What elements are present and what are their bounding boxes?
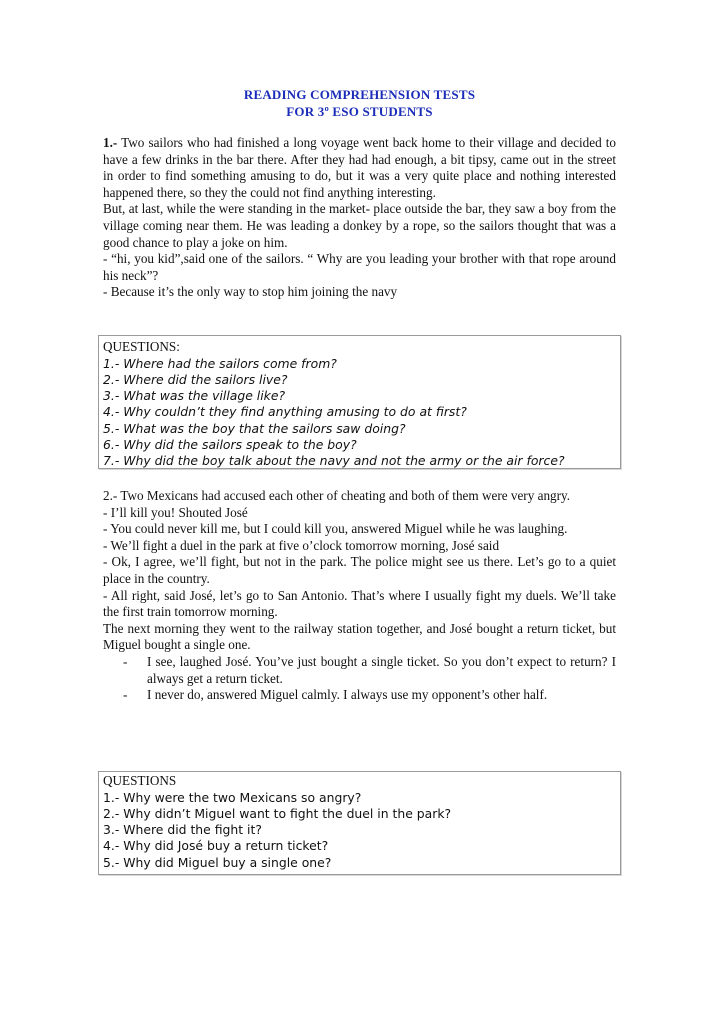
question-item: 3.- What was the village like?	[103, 388, 286, 404]
question-item: 4.- Why couldn’t they find anything amusing to do at first?	[103, 404, 467, 420]
passage-paragraph: 2.- Two Mexicans had accused each other of cheating and both of them were very angry.	[103, 488, 571, 503]
passage-paragraph: But, at last, while the were standing in the market- place outside the bar, they saw a boy from the village coming near them. He was leading a donkey by a rope, so the sailors thought that was a good chance to play a joke on him.	[103, 201, 616, 250]
passage-paragraph: - We’ll fight a duel in the park at five o’clock tomorrow morning, José said	[103, 537, 500, 553]
reading-passage-2	[103, 488, 616, 704]
passage-paragraph: - Ok, I agree, we’ll fight, but not in the park. The police might see us there. Let’s go to a quiet place in the country.	[103, 554, 616, 586]
page-subtitle: FOR 3º ESO STUDENTS	[286, 104, 433, 119]
passage-paragraph: - Because it’s the only way to stop him joining the navy	[103, 284, 398, 300]
page-title: READING COMPREHENSION TESTS	[243, 87, 476, 102]
questions-heading: QUESTIONS	[103, 773, 177, 788]
question-item: 6.- Why did the sailors speak to the boy?	[103, 437, 357, 453]
dialogue-bullet	[103, 654, 616, 687]
reading-passage-1	[103, 135, 616, 301]
questions-box-2	[98, 771, 621, 875]
question-item: 4.- Why did José buy a return ticket?	[103, 838, 329, 854]
passage-paragraph	[103, 135, 616, 201]
passage-paragraph: - You could never kill me, but I could kill you, answered Miguel while he was laughing.	[103, 521, 568, 537]
passage-paragraph: The next morning they went to the railway station together, and José bought a return ticket, but Miguel bought a single one.	[103, 620, 616, 653]
passage-text: Two sailors who had finished a long voyage went back home to their village and decided to have a few drinks in the bar there. After they had had enough, a bit tipsy, came out in the street in order to find something amusing to do, but it was a very quite place and nothing interested happened there, so they the could not find anything interesting.	[103, 135, 616, 200]
question-item: 7.- Why did the boy talk about the navy and not the army or the air force?	[103, 453, 565, 469]
bullet-dash: -	[123, 687, 128, 703]
passage-paragraph: - I’ll kill you! Shouted José	[103, 504, 248, 520]
dialogue-text: I never do, answered Miguel calmly. I always use my opponent’s other half.	[147, 687, 548, 703]
questions-heading: QUESTIONS:	[103, 339, 180, 354]
section-number: 1.-	[103, 135, 118, 150]
question-item: 5.- What was the boy that the sailors saw doing?	[103, 420, 406, 436]
question-item: 2.- Where did the sailors live?	[103, 371, 288, 387]
question-item: 5.- Why did Miguel buy a single one?	[103, 854, 332, 870]
dialogue-text: I see, laughed José. You’ve just bought a single ticket. So you don’t expect to return? I always get a return ticket.	[147, 653, 616, 686]
passage-paragraph: - “hi, you kid”,said one of the sailors. “ Why are you leading your brother with that rope around his neck”?	[103, 251, 616, 283]
questions-box-1	[98, 335, 621, 469]
bullet-dash: -	[123, 653, 128, 669]
passage-paragraph: - All right, said José, let’s go to San Antonio. That’s where I usually fight my duels. We’ll take the first train tomorrow morning.	[103, 587, 616, 620]
question-item: 1.- Why were the two Mexicans so angry?	[103, 789, 362, 805]
question-item: 1.- Where had the sailors come from?	[103, 355, 337, 371]
question-item: 3.- Where did the fight it?	[103, 822, 262, 838]
question-item: 2.- Why didn’t Miguel want to fight the duel in the park?	[103, 805, 452, 821]
dialogue-bullet	[103, 687, 616, 704]
